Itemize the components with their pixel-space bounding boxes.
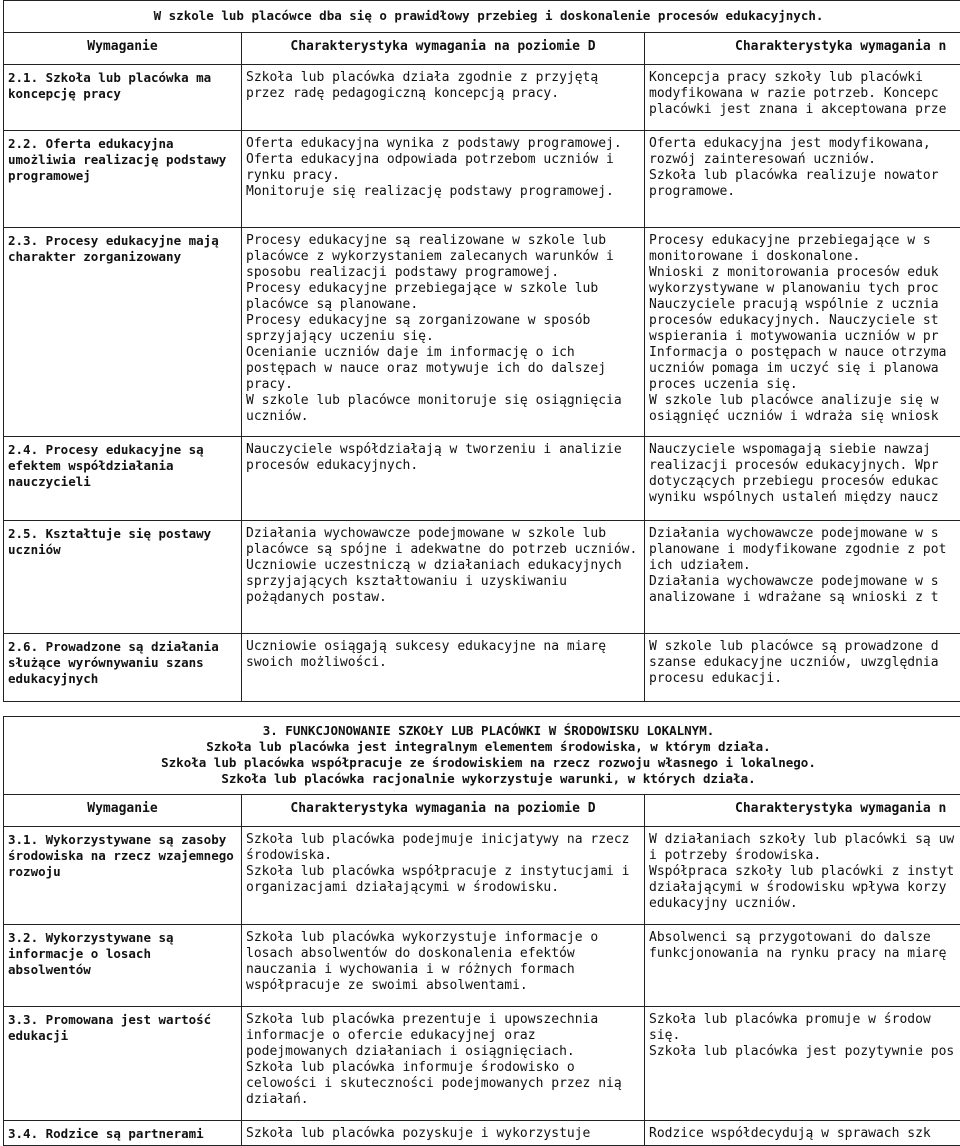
level-d-cell: [242, 827, 645, 925]
level-d-cell: [242, 1007, 645, 1121]
cell-text: modyfikowana w razie potrzeb. Koncepc: [649, 86, 960, 102]
table-row: [4, 65, 960, 131]
section-2-header-text: W szkole lub placówce dba się o prawidłowy przebieg i doskonalenie procesów edukacyjnych.: [154, 8, 824, 23]
cell-text: Nauczyciele współdziałają w tworzeniu i analizie procesów edukacyjnych.: [246, 442, 641, 474]
section-3-header: [4, 717, 960, 795]
cell-text: rozwój zainteresowań uczniów.: [649, 152, 960, 168]
level-d-cell: [242, 925, 645, 1007]
requirement-cell: 2.1. Szkoła lub placówka ma koncepcję pracy: [4, 65, 242, 131]
cell-text: Nauczyciele wspomagają siebie nawzaj: [649, 442, 960, 458]
cell-text: Oferta edukacyjna odpowiada potrzebom uczniów i rynku pracy.: [246, 152, 641, 184]
section-2-table: [3, 0, 960, 702]
cell-text: Rodzice współdecydują w sprawach szk: [649, 1126, 960, 1142]
table-row: [4, 131, 960, 228]
cell-text: planowane i modyfikowane zgodnie z pot: [649, 542, 960, 558]
requirement-cell: 2.5. Kształtuje się postawy uczniów: [4, 521, 242, 634]
cell-text: Koncepcja pracy szkoły lub placówki: [649, 70, 960, 86]
table-row: [4, 634, 960, 702]
section-3-table: [3, 716, 960, 1146]
requirement-cell: 3.4. Rodzice są partnerami: [4, 1121, 242, 1146]
table-row: [4, 228, 960, 437]
level-d-cell: [242, 437, 645, 521]
requirement-cell: 3.2. Wykorzystywane są informacje o losach absolwentów: [4, 925, 242, 1007]
column-header-level-d: Charakterystyka wymagania na poziomie D: [242, 795, 645, 827]
cell-text: placówki jest znana i akceptowana prze: [649, 102, 960, 118]
cell-text: Szkoła lub placówka podejmuje inicjatywy na rzecz środowiska.: [246, 832, 641, 864]
level-next-cell: [645, 131, 960, 228]
level-next-cell: [645, 437, 960, 521]
cell-text: uczniów pomaga im uczyć się i planowa: [649, 361, 960, 377]
cell-text: Szkoła lub placówka jest pozytywnie pos: [649, 1044, 960, 1060]
column-header-requirement: Wymaganie: [4, 33, 242, 65]
cell-text: Oferta edukacyjna jest modyfikowana,: [649, 136, 960, 152]
cell-text: wyniku wspólnych ustaleń między naucz: [649, 490, 960, 506]
cell-text: W działaniach szkoły lub placówki są uw: [649, 832, 960, 848]
level-next-cell: [645, 827, 960, 925]
cell-text: Szkoła lub placówka realizuje nowator: [649, 168, 960, 184]
cell-text: Szkoła lub placówka współpracuje z instytucjami i organizacjami działającymi w środowisku.: [246, 864, 641, 896]
requirement-cell: 2.2. Oferta edukacyjna umożliwia realizację podstawy programowej: [4, 131, 242, 228]
cell-text: W szkole lub placówce analizuje się w: [649, 393, 960, 409]
cell-text: programowe.: [649, 184, 960, 200]
requirement-cell: 2.4. Procesy edukacyjne są efektem współdziałania nauczycieli: [4, 437, 242, 521]
level-d-cell: [242, 521, 645, 634]
cell-text: dotyczących przebiegu procesów edukac: [649, 474, 960, 490]
section-3-subtitle: Szkoła lub placówka racjonalnie wykorzystuje warunki, w których działa.: [4, 771, 960, 787]
cell-text: osiągnięć uczniów i wdraża się wniosk: [649, 409, 960, 425]
cell-text: procesu edukacji.: [649, 671, 960, 687]
table-row: [4, 1007, 960, 1121]
table-row: [4, 437, 960, 521]
column-header-level-next: Charakterystyka wymagania n: [645, 795, 960, 827]
cell-text: funkcjonowania na rynku pracy na miarę: [649, 946, 960, 962]
cell-text: Procesy edukacyjne są realizowane w szkole lub placówce z wykorzystaniem zalecanych warunków i sposobu realizacji podstawy programowej.: [246, 233, 641, 281]
column-header-level-d: Charakterystyka wymagania na poziomie D: [242, 33, 645, 65]
cell-text: Wnioski z monitorowania procesów eduk: [649, 265, 960, 281]
level-next-cell: [645, 925, 960, 1007]
level-next-cell: [645, 1121, 960, 1146]
cell-text: Informacja o postępach w nauce otrzyma: [649, 345, 960, 361]
cell-text: Szkoła lub placówka prezentuje i upowszechnia informacje o ofercie edukacyjnej oraz podejmowanych działaniach i osiągnięciach.: [246, 1012, 641, 1060]
cell-text: Procesy edukacyjne przebiegające w szkole lub placówce są planowane.: [246, 281, 641, 313]
cell-text: Uczniowie osiągają sukcesy edukacyjne na miarę swoich możliwości.: [246, 639, 641, 671]
cell-text: monitorowane i doskonalone.: [649, 249, 960, 265]
column-header-requirement: Wymaganie: [4, 795, 242, 827]
section-3-subtitle: Szkoła lub placówka współpracuje ze środowiskiem na rzecz rozwoju własnego i lokalnego.: [4, 755, 960, 771]
level-next-cell: [645, 634, 960, 702]
cell-text: Szkoła lub placówka promuje w środow: [649, 1012, 960, 1028]
cell-text: procesów edukacyjnych. Nauczyciele st: [649, 313, 960, 329]
level-d-cell: [242, 65, 645, 131]
cell-text: Oferta edukacyjna wynika z podstawy programowej.: [246, 136, 641, 152]
cell-text: Szkoła lub placówka informuje środowisko o celowości i skuteczności podejmowanych przez nią działań.: [246, 1060, 641, 1108]
cell-text: Uczniowie uczestniczą w działaniach edukacyjnych sprzyjających kształtowaniu i uzyskiwaniu pożądanych postaw.: [246, 558, 641, 606]
cell-text: Ocenianie uczniów daje im informację o ich postępach w nauce oraz motywuje ich do dalszej pracy.: [246, 345, 641, 393]
cell-text: się.: [649, 1028, 960, 1044]
level-next-cell: [645, 521, 960, 634]
cell-text: Działania wychowawcze podejmowane w s: [649, 526, 960, 542]
cell-text: edukacyjny uczniów.: [649, 896, 960, 912]
cell-text: wspierania i motywowania uczniów w pr: [649, 329, 960, 345]
cell-text: realizacji procesów edukacyjnych. Wpr: [649, 458, 960, 474]
cell-text: Działania wychowawcze podejmowane w szkole lub placówce są spójne i adekwatne do potrzeb uczniów.: [246, 526, 641, 558]
cell-text: szanse edukacyjne uczniów, uwzględnia: [649, 655, 960, 671]
section-3-subtitle: Szkoła lub placówka jest integralnym elementem środowiska, w którym działa.: [4, 739, 960, 755]
level-d-cell: [242, 131, 645, 228]
cell-text: Procesy edukacyjne są zorganizowane w sposób sprzyjający uczeniu się.: [246, 313, 641, 345]
level-next-cell: [645, 228, 960, 437]
table-row: [4, 1121, 960, 1146]
section-2-header: [4, 1, 960, 33]
table-row: [4, 521, 960, 634]
cell-text: Szkoła lub placówka pozyskuje i wykorzystuje: [246, 1126, 641, 1142]
cell-text: proces uczenia się.: [649, 377, 960, 393]
level-d-cell: [242, 1121, 645, 1146]
cell-text: W szkole lub placówce są prowadzone d: [649, 639, 960, 655]
cell-text: działającymi w środowisku wpływa korzy: [649, 880, 960, 896]
cell-text: Monitoruje się realizację podstawy programowej.: [246, 184, 641, 200]
cell-text: analizowane i wdrażane są wnioski z t: [649, 590, 960, 606]
table-row: [4, 827, 960, 925]
column-header-level-next: Charakterystyka wymagania n: [645, 33, 960, 65]
cell-text: Procesy edukacyjne przebiegające w s: [649, 233, 960, 249]
requirement-cell: 3.3. Promowana jest wartość edukacji: [4, 1007, 242, 1121]
requirement-cell: 3.1. Wykorzystywane są zasoby środowiska na rzecz wzajemnego rozwoju: [4, 827, 242, 925]
cell-text: W szkole lub placówce monitoruje się osiągnięcia uczniów.: [246, 393, 641, 425]
cell-text: i potrzeby środowiska.: [649, 848, 960, 864]
table-row: [4, 925, 960, 1007]
requirement-cell: 2.6. Prowadzone są działania służące wyrównywaniu szans edukacyjnych: [4, 634, 242, 702]
cell-text: Absolwenci są przygotowani do dalsze: [649, 930, 960, 946]
cell-text: Szkoła lub placówka wykorzystuje informacje o losach absolwentów do doskonalenia efektów nauczania i wychowania i w różnych formach współpracuje ze swoimi absolwentami.: [246, 930, 641, 994]
cell-text: wykorzystywane w planowaniu tych proc: [649, 281, 960, 297]
level-d-cell: [242, 634, 645, 702]
cell-text: Działania wychowawcze podejmowane w s: [649, 574, 960, 590]
level-next-cell: [645, 1007, 960, 1121]
requirement-cell: 2.3. Procesy edukacyjne mają charakter zorganizowany: [4, 228, 242, 437]
cell-text: ich udziałem.: [649, 558, 960, 574]
level-next-cell: [645, 65, 960, 131]
section-3-title: 3. FUNKCJONOWANIE SZKOŁY LUB PLACÓWKI W ŚRODOWISKU LOKALNYM.: [4, 723, 960, 739]
level-d-cell: [242, 228, 645, 437]
cell-text: Szkoła lub placówka działa zgodnie z przyjętą przez radę pedagogiczną koncepcją pracy.: [246, 70, 641, 102]
cell-text: Nauczyciele pracują wspólnie z ucznia: [649, 297, 960, 313]
cell-text: Współpraca szkoły lub placówki z instyt: [649, 864, 960, 880]
